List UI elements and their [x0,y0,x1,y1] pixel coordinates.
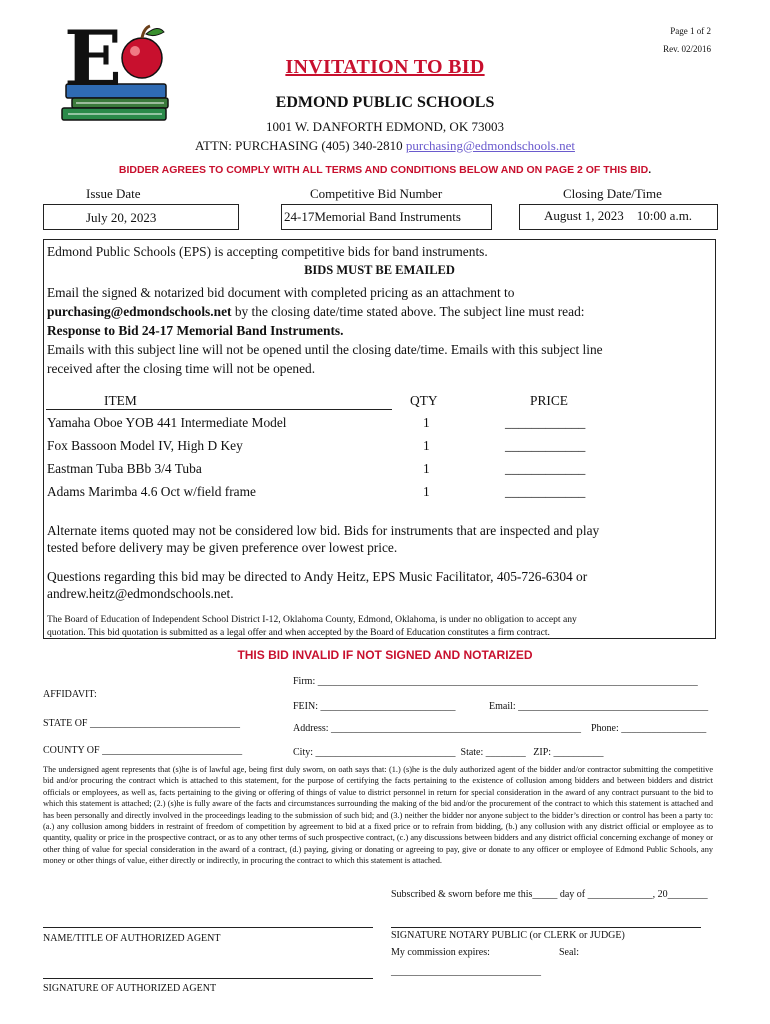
org-name: EDMOND PUBLIC SCHOOLS [275,94,495,111]
invalid-notice: THIS BID INVALID IF NOT SIGNED AND NOTARIZED [237,648,533,662]
items-list [47,415,707,507]
item-price[interactable]: ____________ [505,484,586,499]
emailed-heading: BIDS MUST BE EMAILED [304,263,455,277]
alt-line-1: Alternate items quoted may not be considered low bid. Bids for instruments that are inspected and play [47,523,600,538]
board-line-1: The Board of Education of Independent School District I-12, Oklahoma County, Edmond, Oklahoma, is under no obligation to accept any [47,614,577,625]
attn-text: ATTN: PURCHASING (405) 340-2810 [195,138,406,153]
subscribed-line[interactable]: Subscribed & sworn before me this_____ day of _____________, 20________ [391,889,708,900]
item-qty: 1 [423,438,430,453]
name-title-label: NAME/TITLE OF AUTHORIZED AGENT [43,933,221,944]
city-state-zip-field[interactable]: City: ____________________________ State: ________ ZIP: __________ [293,747,604,758]
notary-label: SIGNATURE NOTARY PUBLIC (or CLERK or JUDGE) [391,930,625,941]
purchasing-email-link[interactable]: purchasing@edmondschools.net [405,138,575,153]
bid-number-value: 24-17Memorial Band Instruments [284,209,461,224]
page-title: INVITATION TO BID [285,56,485,78]
questions-note [47,568,712,602]
firm-field[interactable]: Firm: ____________________________________________________________________________ [293,676,698,687]
email-instruction-2 [47,302,712,321]
item-name: Fox Bassoon Model IV, High D Key [47,438,243,453]
submission-rest: by the closing date/time stated above. The subject line must read: [231,304,585,319]
attn-line [0,138,770,154]
org-address: 1001 W. DANFORTH EDMOND, OK 73003 [266,119,504,134]
revision: Rev. 02/2016 [663,44,711,54]
signature-line[interactable] [43,978,373,979]
agree-end: . [648,164,652,176]
seal-label: Seal: [559,947,579,958]
table-row [47,438,707,461]
table-row [47,415,707,438]
questions-line-2: andrew.heitz@edmondschools.net. [47,586,234,601]
address-field[interactable]: Address: __________________________________________________ [293,723,582,734]
page-number: Page 1 of 2 [670,26,711,36]
issue-date-box [43,204,239,230]
agree-text: BIDDER AGREES TO COMPLY WITH ALL TERMS AND CONDITIONS BELOW AND ON PAGE 2 OF THIS BID [118,164,649,176]
table-row [47,484,707,507]
bid-details-text [47,242,712,378]
submission-email: purchasing@edmondschools.net [47,304,232,319]
email-note-1: Emails with this subject line will not be opened until the closing date/time. Emails with this subject line [47,342,603,357]
item-price[interactable]: ____________ [505,415,586,430]
issue-date-label: Issue Date [86,186,141,201]
issue-date-value: July 20, 2023 [86,210,157,225]
agree-notice [0,164,770,176]
item-price[interactable]: ____________ [505,438,586,453]
item-name: Adams Marimba 4.6 Oct w/field frame [47,484,256,499]
email-note-2: received after the closing time will not be opened. [47,361,316,376]
email-field[interactable]: Email: ______________________________________ [489,701,709,712]
affidavit-text: The undersigned agent represents that (s)he is of lawful age, being first duly sworn, on oath says that: (1.) (s)he is the duly authorized agent of the bidder and/or contractor submitting the competitive bid and/or procuring the contract which is attached to this statement, for the purpose of certifying the facts pertaining to the existence of collusion among bidders and between bidders and district officials or employees, as well as, facts pertaining to the giving or offering of things of value to district personnel in return for special consideration in the award of any contract pursuant to the bid to which this statement is attached; (2.) (s)he is fully aware of the facts and circumstances surrounding the making of the bid and/or the procurement of the contract to which this statement is attached and has been personally and directly involved in the proceedings leading to the submission of such bid; and (3.) neither the bidder nor anyone subject to the bidder’s direction or control has been a party to: (a.) any collusion among bidders in restraint of freedom of competition by agreement to bid at a fixed price or to refrain from bidding, (b.) any collusion with any district official or employee as to quantity, quality or price in the prospective contract, or as to any other terms of such prospective contract, (c.) any discussions between bidders and any district official concerning exchange of money or other thing of value for special consideration in the award of a contract, (d.) paying, giving or donating or agreeing to pay, give or donate to any officer or employee of Edmond Public Schools, any money or other things of value, either directly or indirectly, in procuring the contract to which this statement is attached. [43,765,713,866]
bid-number-label: Competitive Bid Number [310,186,443,201]
signature-label: SIGNATURE OF AUTHORIZED AGENT [43,983,217,994]
email-instruction: Email the signed & notarized bid document with completed pricing as an attachment to [47,285,515,300]
state-field[interactable]: STATE OF ______________________________ [43,718,240,729]
name-title-line[interactable] [43,927,373,928]
intro-text: Edmond Public Schools (EPS) is accepting competitive bids for band instruments. [47,244,488,259]
alt-line-2: tested before delivery may be given preference over lowest price. [47,540,398,555]
item-qty: 1 [423,415,430,430]
table-row [47,461,707,484]
col-item: ITEM [104,393,137,408]
phone-field[interactable]: Phone: _________________ [591,723,707,734]
fein-field[interactable]: FEIN: ___________________________ [293,701,456,712]
item-name: Eastman Tuba BBb 3/4 Tuba [47,461,202,476]
logo-letter: E [64,14,122,103]
closing-box [519,204,718,230]
closing-label: Closing Date/Time [563,186,662,201]
commission-label: My commission expires: [391,947,490,958]
item-header-underline [46,409,392,410]
commission-date-line[interactable]: ______________________________ [391,966,541,977]
board-line-2: quotation. This bid quotation is submitted as a legal offer and when accepted by the Board of Education constitutes a firm contract. [47,627,550,638]
item-price[interactable]: ____________ [505,461,586,476]
alternate-note [47,522,712,556]
affidavit-label: AFFIDAVIT: [43,689,97,700]
item-name: Yamaha Oboe YOB 441 Intermediate Model [47,415,287,430]
item-qty: 1 [423,484,430,499]
notary-signature-line[interactable] [391,927,701,928]
col-price: PRICE [530,393,568,408]
bid-number-box [281,204,492,230]
item-qty: 1 [423,461,430,476]
questions-line-1: Questions regarding this bid may be directed to Andy Heitz, EPS Music Facilitator, 405-726-6304 or [47,569,588,584]
county-field[interactable]: COUNTY OF ____________________________ [43,745,243,756]
closing-value: August 1, 2023 10:00 a.m. [544,208,693,223]
subject-line: Response to Bid 24-17 Memorial Band Instruments. [47,323,344,338]
board-note [47,613,714,639]
col-qty: QTY [410,393,438,408]
